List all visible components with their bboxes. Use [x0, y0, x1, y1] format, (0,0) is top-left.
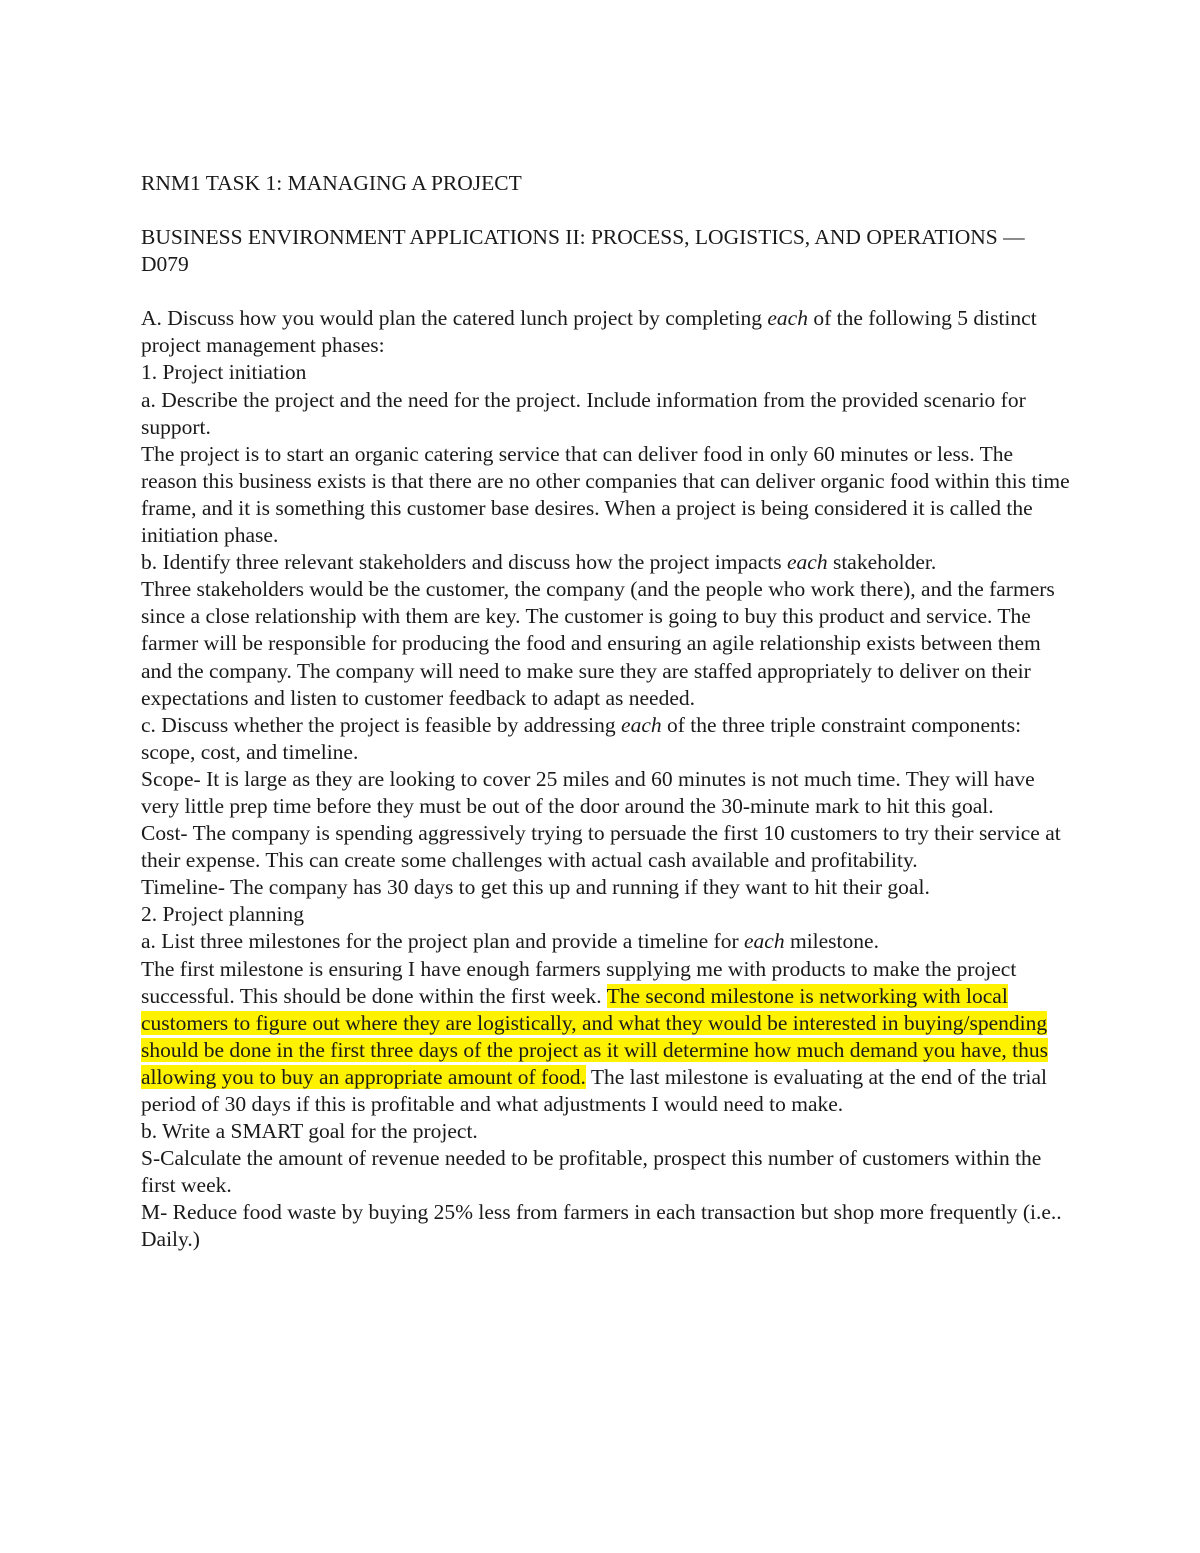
phase2-heading: 2. Project planning [141, 902, 305, 927]
phase2-a-prompt: a. List three milestones for the project plan and provide a timeline for each milestone. [141, 929, 879, 954]
smart-s-paragraph: S-Calculate the amount of revenue needed to be profitable, prospect this number of customers within the first week. [141, 1146, 1042, 1198]
phase1-b-prompt: b. Identify three relevant stakeholders and discuss how the project impacts each stakeholder. [141, 550, 937, 575]
cost-paragraph: Cost- The company is spending aggressively trying to persuade the first 10 customers to try their service at their expense. This can create some challenges with actual cash available and profitability. [141, 821, 1061, 873]
document-title: RNM1 TASK 1: MANAGING A PROJECT [141, 171, 522, 195]
phase1-a-prompt: a. Describe the project and the need for the project. Include information from the provided scenario for support. [141, 387, 1026, 439]
phase2-b-prompt: b. Write a SMART goal for the project. [141, 1119, 478, 1144]
phase1-c-prompt: c. Discuss whether the project is feasible by addressing each of the three triple constraint components: scope, cost, and timeline. [141, 712, 1022, 764]
timeline-paragraph: Timeline- The company has 30 days to get this up and running if they want to hit their goal. [141, 875, 930, 900]
phase1-heading: 1. Project initiation [141, 360, 307, 385]
phase1-b-answer: Three stakeholders would be the customer, the company (and the people who work there), and the farmers since a close relationship with them are key. The customer is going to buy this product and service. The farmer will be responsible for producing the food and ensuring an agile relationship exists between them and the company. The company will need to make sure they are staffed appropriately to deliver on their expectations and listen to customer feedback to adapt as needed. [141, 577, 1055, 710]
phase2-a-answer: The first milestone is ensuring I have enough farmers supplying me with products to make the project successful. This should be done within the first week. The second milestone is networking with local customers to figure out where they are logistically, and what they would be interested in buying/spending should be done in the first three days of the project as it will determine how much demand you have, thus allowing you to buy an appropriate amount of food. The last milestone is evaluating at the end of the trial period of 30 days if this is profitable and what adjustments I would need to make. [141, 956, 1048, 1116]
phase1-a-answer: The project is to start an organic catering service that can deliver food in only 60 minutes or less. The reason this business exists is that there are no other companies that can deliver organic food within this time frame, and it is something this customer base desires. When a project is being considered it is called the initiation phase. [141, 441, 1070, 548]
document-subtitle: BUSINESS ENVIRONMENT APPLICATIONS II: PROCESS, LOGISTICS, AND OPERATIONS — D079 [141, 225, 1025, 277]
section-a-prompt: A. Discuss how you would plan the catered lunch project by completing each of the following 5 distinct project management phases: [141, 306, 1037, 358]
smart-m-paragraph: M- Reduce food waste by buying 25% less from farmers in each transaction but shop more frequently (i.e.. Daily.) [141, 1200, 1062, 1252]
scope-paragraph: Scope- It is large as they are looking to cover 25 miles and 60 minutes is not much time. They will have very little prep time before they must be out of the door around the 30-minute mark to hit this goal. [141, 766, 1035, 818]
highlighted-text: The second milestone is networking with local customers to figure out where they are logistically, and what they would be interested in buying/spending should be done in the first three days of the project as it will determine how much demand you have, thus allowing you to buy an appropriate amount of food. [141, 983, 1048, 1089]
document-body [141, 170, 1071, 1254]
